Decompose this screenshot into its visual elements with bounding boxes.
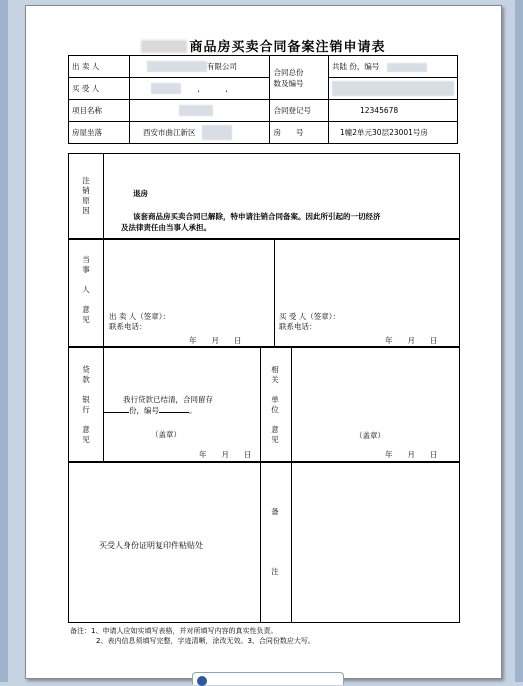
buyer-value bbox=[130, 78, 270, 100]
contract-count-value bbox=[328, 56, 457, 78]
window-frame-left bbox=[0, 0, 8, 682]
divider bbox=[103, 154, 104, 239]
seller-phone: 联系电话： bbox=[109, 322, 147, 331]
house-no-text: 1幢2单元30层23001号房 bbox=[339, 128, 428, 137]
divider bbox=[260, 462, 261, 622]
blank-line bbox=[103, 412, 129, 413]
seller-suffix: 有限公司 bbox=[207, 61, 238, 71]
seller-label: 出 卖 人 bbox=[69, 56, 130, 78]
buyer-separator: ， bbox=[225, 83, 233, 93]
reg-no-value bbox=[328, 100, 457, 122]
bank-date: 年 月 日 bbox=[199, 450, 252, 459]
footnote-line-2: 2、表内信息须填写完整，字迹清晰，涂改无效。3、合同份数应大写。 bbox=[96, 637, 315, 645]
contract-count-blank bbox=[328, 78, 457, 100]
id-copy-placeholder: 买受人身份证明复印件粘贴处 bbox=[99, 541, 203, 550]
info-table bbox=[68, 55, 458, 144]
redacted-title-prefix bbox=[141, 40, 187, 53]
buyer-sign: 买 受 人（签章）： bbox=[279, 312, 341, 321]
parties-opinion-section bbox=[68, 238, 460, 348]
location-value bbox=[130, 122, 270, 144]
house-no-label: 房 号 bbox=[270, 122, 329, 144]
seller-sign: 出 卖 人（签章）： bbox=[109, 312, 171, 321]
redacted-contract-detail bbox=[332, 81, 454, 96]
buyer-phone: 联系电话： bbox=[279, 322, 317, 331]
buyer-date: 年 月 日 bbox=[385, 336, 438, 345]
project-label: 项目名称 bbox=[69, 100, 130, 122]
attachment-section bbox=[68, 461, 460, 623]
project-value bbox=[130, 100, 270, 122]
dept-date: 年 月 日 bbox=[385, 450, 438, 459]
form-title bbox=[26, 36, 501, 55]
redacted-buyer bbox=[151, 83, 181, 94]
redacted-location bbox=[202, 125, 232, 140]
redacted-project bbox=[179, 105, 213, 116]
reg-no-text: 12345678 bbox=[359, 106, 399, 115]
buyer-separator: ， bbox=[197, 83, 205, 93]
seller-date: 年 月 日 bbox=[189, 336, 242, 345]
location-label: 房屋坐落 bbox=[69, 122, 130, 144]
parties-opinion-label: 当 事 人 意 见 bbox=[82, 255, 90, 324]
seller-value bbox=[130, 56, 270, 78]
app-icon bbox=[197, 676, 207, 686]
location-text: 西安市曲江新区 bbox=[143, 127, 196, 137]
footnote-line-1: 备注：1、申请人应如实填写表格，并对所填写内容的真实性负责。 bbox=[70, 627, 278, 635]
dept-opinion-label: 相 关 单 位 意 见 bbox=[271, 365, 279, 444]
house-no-value bbox=[328, 122, 457, 144]
divider bbox=[103, 239, 104, 347]
divider bbox=[291, 462, 292, 622]
bank-opinion-section bbox=[68, 346, 460, 463]
form-title-text: 商品房买卖合同备案注销申请表 bbox=[189, 40, 386, 55]
cancel-reason-label: 注 销 原 因 bbox=[82, 176, 90, 215]
contract-count-text: 共陆 份，编号 bbox=[331, 62, 380, 71]
remark-label: 备 注 bbox=[271, 507, 279, 576]
divider bbox=[291, 347, 292, 462]
cancel-reason-section bbox=[68, 153, 460, 240]
bank-line2-text: 份，编号 bbox=[129, 406, 159, 415]
buyer-label: 买 受 人 bbox=[69, 78, 130, 100]
window-frame-right bbox=[515, 0, 523, 682]
reg-no-label: 合同登记号 bbox=[270, 100, 329, 122]
bank-opinion-label: 贷 款 银 行 意 见 bbox=[82, 365, 90, 444]
bank-statement-line-1: 我行贷款已结清，合同留存 bbox=[123, 395, 213, 404]
divider bbox=[274, 239, 275, 347]
redacted-seller bbox=[147, 61, 207, 72]
statement-line-2: 及法律责任由当事人承担。 bbox=[121, 223, 211, 232]
document-page bbox=[25, 5, 502, 679]
redacted-contract-no bbox=[387, 63, 427, 72]
cancel-reason-value: 退房 bbox=[133, 189, 148, 198]
contract-count-label: 合同总份 数及编号 bbox=[270, 56, 329, 100]
divider bbox=[260, 347, 261, 462]
statement-line-1: 该套商品房买卖合同已解除，特申请注销合同备案。因此所引起的一切经济 bbox=[133, 212, 381, 221]
bank-statement-line-2 bbox=[103, 405, 197, 416]
taskbar-tab[interactable] bbox=[192, 672, 344, 685]
bank-seal: （盖章） bbox=[151, 430, 181, 439]
blank-line bbox=[159, 412, 189, 413]
bank-line2-end: 。 bbox=[189, 406, 197, 415]
dept-seal: （盖章） bbox=[355, 431, 385, 440]
